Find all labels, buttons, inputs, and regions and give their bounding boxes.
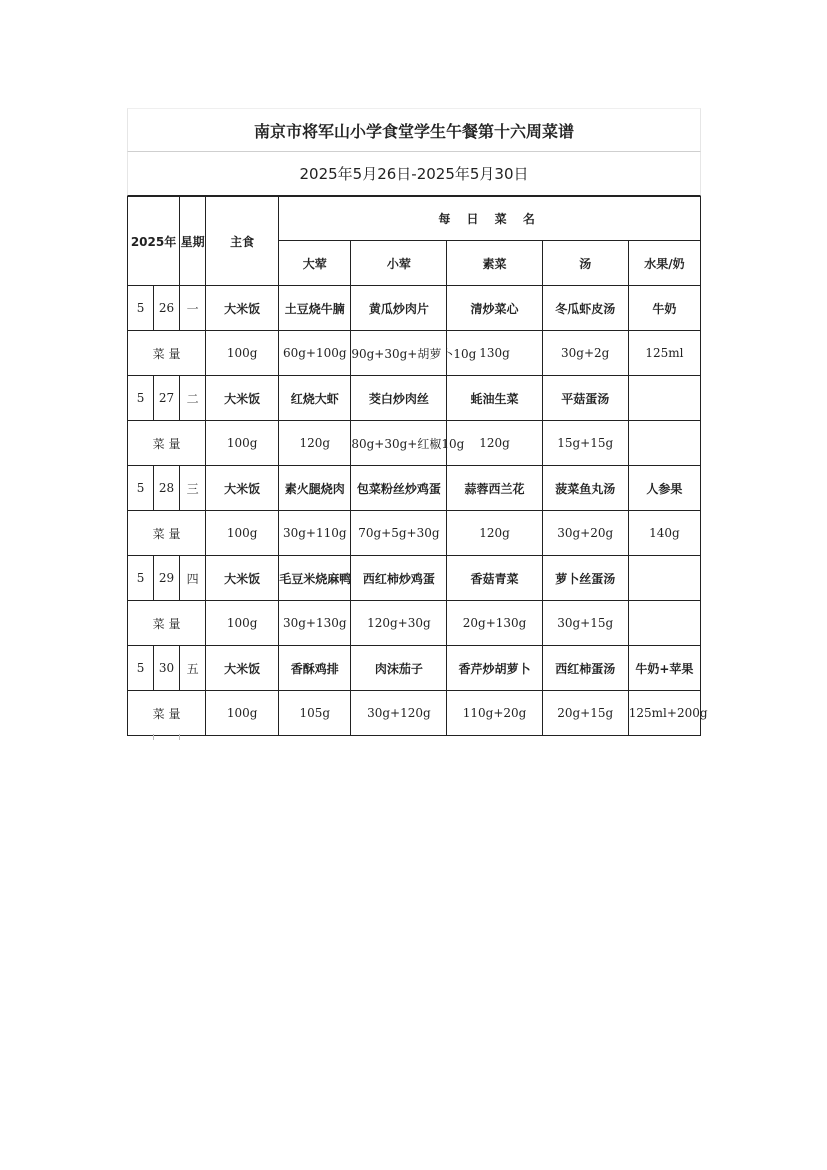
staple-cell: 大米饭 xyxy=(206,466,279,511)
day-cell: 27 xyxy=(154,376,180,421)
day-cell: 30 xyxy=(154,646,180,691)
staple-cell: 大米饭 xyxy=(206,286,279,331)
month-cell: 5 xyxy=(128,556,154,601)
portion-row xyxy=(128,601,701,646)
header-col-main-meat: 大荤 xyxy=(279,241,351,286)
dish-side-meat: 西红柿炒鸡蛋 xyxy=(351,556,447,601)
staple-cell: 大米饭 xyxy=(206,646,279,691)
dish-vegetable: 蚝油生菜 xyxy=(447,376,542,421)
date-range: 2025年5月26日-2025年5月30日 xyxy=(127,152,701,196)
dish-main-meat: 香酥鸡排 xyxy=(279,646,351,691)
header-col-soup: 汤 xyxy=(542,241,628,286)
header-col-side-meat: 小荤 xyxy=(351,241,447,286)
portion-main-meat: 120g xyxy=(279,421,351,466)
portion-main-meat: 60g+100g xyxy=(279,331,351,376)
portion-label: 菜 量 xyxy=(128,421,206,466)
dish-side-meat: 肉沫茄子 xyxy=(351,646,447,691)
portion-label: 菜 量 xyxy=(128,331,206,376)
dish-main-meat: 红烧大虾 xyxy=(279,376,351,421)
portion-staple: 100g xyxy=(206,511,279,556)
gridline-stubs xyxy=(127,734,701,740)
dish-side-meat: 茭白炒肉丝 xyxy=(351,376,447,421)
gridline-stub xyxy=(153,734,154,740)
dish-main-meat: 土豆烧牛腩 xyxy=(279,286,351,331)
day-cell: 26 xyxy=(154,286,180,331)
header-daily-dishes: 每 日 菜 名 xyxy=(279,197,701,241)
menu-sheet xyxy=(127,108,708,736)
portion-main-meat: 30g+110g xyxy=(279,511,351,556)
portion-side-meat: 70g+5g+30g xyxy=(351,511,447,556)
header-col-vegetable: 素菜 xyxy=(447,241,542,286)
portion-fruit-milk: 125ml xyxy=(628,331,700,376)
header-staple: 主食 xyxy=(206,197,279,286)
portion-soup: 20g+15g xyxy=(542,691,628,736)
portion-staple: 100g xyxy=(206,691,279,736)
weekday-cell: 四 xyxy=(180,556,206,601)
portion-fruit-milk: 140g xyxy=(628,511,700,556)
weekday-cell: 二 xyxy=(180,376,206,421)
portion-row xyxy=(128,421,701,466)
day-row xyxy=(128,286,701,331)
portion-vegetable: 110g+20g xyxy=(447,691,542,736)
portion-main-meat: 30g+130g xyxy=(279,601,351,646)
dish-side-meat: 黄瓜炒肉片 xyxy=(351,286,447,331)
portion-vegetable: 120g xyxy=(447,421,542,466)
portion-vegetable: 120g xyxy=(447,511,542,556)
month-cell: 5 xyxy=(128,286,154,331)
dish-soup: 西红柿蛋汤 xyxy=(542,646,628,691)
staple-cell: 大米饭 xyxy=(206,376,279,421)
dish-soup: 冬瓜虾皮汤 xyxy=(542,286,628,331)
dish-soup: 菠菜鱼丸汤 xyxy=(542,466,628,511)
month-cell: 5 xyxy=(128,646,154,691)
day-row xyxy=(128,376,701,421)
dish-fruit-milk: 人参果 xyxy=(628,466,700,511)
day-cell: 29 xyxy=(154,556,180,601)
portion-label: 菜 量 xyxy=(128,601,206,646)
menu-table xyxy=(127,196,708,736)
dish-main-meat: 毛豆米烧麻鸭 xyxy=(279,556,351,601)
portion-row xyxy=(128,691,701,736)
month-cell: 5 xyxy=(128,376,154,421)
portion-soup: 30g+2g xyxy=(542,331,628,376)
portion-row xyxy=(128,511,701,556)
dish-vegetable: 香芹炒胡萝卜 xyxy=(447,646,542,691)
portion-soup: 15g+15g xyxy=(542,421,628,466)
dish-soup: 萝卜丝蛋汤 xyxy=(542,556,628,601)
portion-row xyxy=(128,331,701,376)
dish-side-meat: 包菜粉丝炒鸡蛋 xyxy=(351,466,447,511)
weekday-cell: 五 xyxy=(180,646,206,691)
portion-vegetable: 20g+130g xyxy=(447,601,542,646)
portion-soup: 30g+20g xyxy=(542,511,628,556)
portion-side-meat: 120g+30g xyxy=(351,601,447,646)
gridline-stub xyxy=(179,734,180,740)
portion-soup: 30g+15g xyxy=(542,601,628,646)
day-row xyxy=(128,466,701,511)
portion-fruit-milk: 125ml+200g xyxy=(628,691,700,736)
portion-side-meat: 80g+30g+红椒10g xyxy=(351,421,447,466)
portion-main-meat: 105g xyxy=(279,691,351,736)
header-weekday: 星期 xyxy=(180,197,206,286)
header-row xyxy=(128,197,701,241)
day-row xyxy=(128,556,701,601)
dish-main-meat: 素火腿烧肉 xyxy=(279,466,351,511)
day-cell: 28 xyxy=(154,466,180,511)
portion-fruit-milk xyxy=(628,421,700,466)
portion-fruit-milk xyxy=(628,601,700,646)
dish-vegetable: 蒜蓉西兰花 xyxy=(447,466,542,511)
staple-cell: 大米饭 xyxy=(206,556,279,601)
dish-vegetable: 香菇青菜 xyxy=(447,556,542,601)
month-cell: 5 xyxy=(128,466,154,511)
dish-soup: 平菇蛋汤 xyxy=(542,376,628,421)
dish-fruit-milk xyxy=(628,376,700,421)
portion-side-meat: 30g+120g xyxy=(351,691,447,736)
portion-staple: 100g xyxy=(206,601,279,646)
portion-vegetable: 130g xyxy=(447,331,542,376)
page-title: 南京市将军山小学食堂学生午餐第十六周菜谱 xyxy=(127,108,701,152)
portion-staple: 100g xyxy=(206,421,279,466)
weekday-cell: 三 xyxy=(180,466,206,511)
header-col-fruit-milk: 水果/奶 xyxy=(628,241,700,286)
portion-side-meat: 90g+30g+胡萝卜10g xyxy=(351,331,447,376)
portion-staple: 100g xyxy=(206,331,279,376)
dish-fruit-milk: 牛奶 xyxy=(628,286,700,331)
header-year: 2025年 xyxy=(128,197,180,286)
portion-label: 菜 量 xyxy=(128,691,206,736)
dish-fruit-milk xyxy=(628,556,700,601)
portion-label: 菜 量 xyxy=(128,511,206,556)
dish-fruit-milk: 牛奶+苹果 xyxy=(628,646,700,691)
dish-vegetable: 清炒菜心 xyxy=(447,286,542,331)
day-row xyxy=(128,646,701,691)
weekday-cell: 一 xyxy=(180,286,206,331)
